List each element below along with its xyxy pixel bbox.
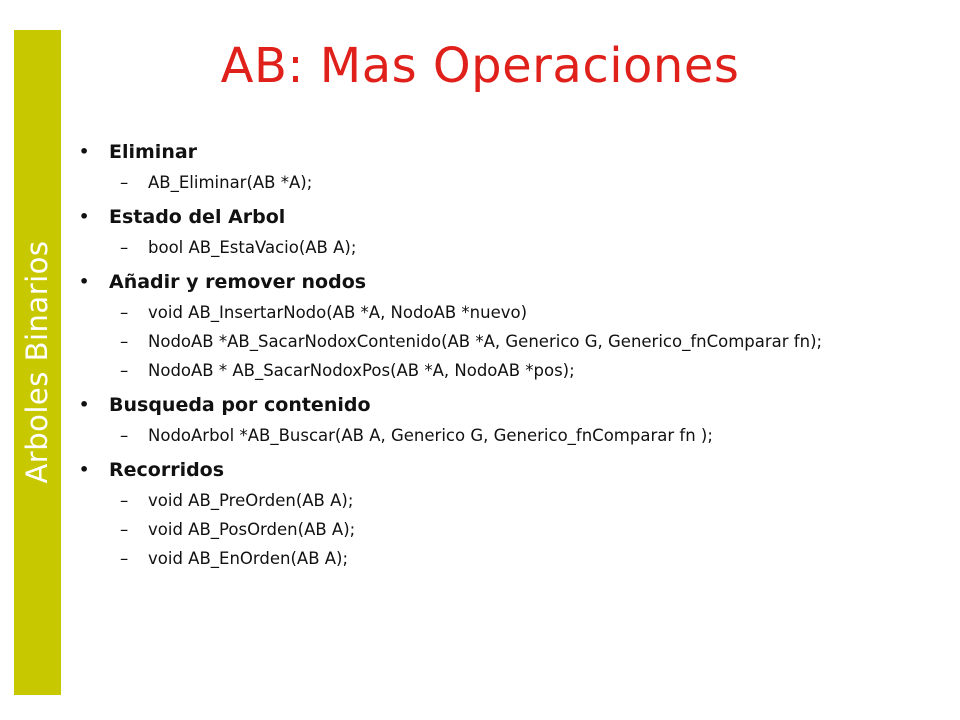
- sub-item-text: AB_Eliminar(AB *A);: [148, 173, 313, 192]
- sub-marker: –: [120, 332, 129, 351]
- sub-item-text: bool AB_EstaVacio(AB A);: [148, 238, 357, 257]
- bullet-marker: •: [79, 142, 90, 161]
- bullet-list: [76, 140, 946, 578]
- bullet-item: [76, 458, 946, 482]
- sub-item: [76, 238, 946, 258]
- sub-item-text: void AB_EnOrden(AB A);: [148, 549, 349, 568]
- sub-item: [76, 173, 946, 193]
- sub-marker: –: [120, 491, 129, 510]
- sub-marker: –: [120, 520, 129, 539]
- sub-item-text: void AB_InsertarNodo(AB *A, NodoAB *nuevo): [148, 303, 528, 322]
- sub-item-text: NodoAB * AB_SacarNodoxPos(AB *A, NodoAB *pos);: [148, 361, 575, 380]
- sub-item-text: void AB_PosOrden(AB A);: [148, 520, 356, 539]
- bullet-item: [76, 205, 946, 229]
- sub-item: [76, 303, 946, 323]
- sub-marker: –: [120, 361, 129, 380]
- bullet-marker: •: [79, 395, 90, 414]
- sub-item-text: NodoAB *AB_SacarNodoxContenido(AB *A, Generico G, Generico_fnComparar fn);: [148, 332, 823, 351]
- sub-item: [76, 426, 946, 446]
- sub-item-text: void AB_PreOrden(AB A);: [148, 491, 354, 510]
- sub-item: [76, 361, 946, 381]
- bullet-marker: •: [79, 272, 90, 291]
- bullet-marker: •: [79, 460, 90, 479]
- bullet-heading: Eliminar: [109, 141, 198, 163]
- sub-marker: –: [120, 549, 129, 568]
- sidebar-label: Arboles Binarios: [20, 240, 54, 484]
- bullet-heading: Busqueda por contenido: [109, 394, 371, 416]
- sub-item: [76, 520, 946, 540]
- sub-item: [76, 332, 946, 352]
- sub-item: [76, 549, 946, 569]
- sub-marker: –: [120, 238, 129, 257]
- bullet-item: [76, 270, 946, 294]
- bullet-heading: Estado del Arbol: [109, 206, 286, 228]
- bullet-marker: •: [79, 207, 90, 226]
- page-title: AB: Mas Operaciones: [220, 38, 740, 94]
- sub-item: [76, 491, 946, 511]
- sub-marker: –: [120, 303, 129, 322]
- bullet-item: [76, 393, 946, 417]
- sub-marker: –: [120, 173, 129, 192]
- sub-item-text: NodoArbol *AB_Buscar(AB A, Generico G, Generico_fnComparar fn );: [148, 426, 713, 445]
- sub-marker: –: [120, 426, 129, 445]
- bullet-heading: Recorridos: [109, 459, 225, 481]
- bullet-heading: Añadir y remover nodos: [109, 271, 367, 293]
- bullet-item: [76, 140, 946, 164]
